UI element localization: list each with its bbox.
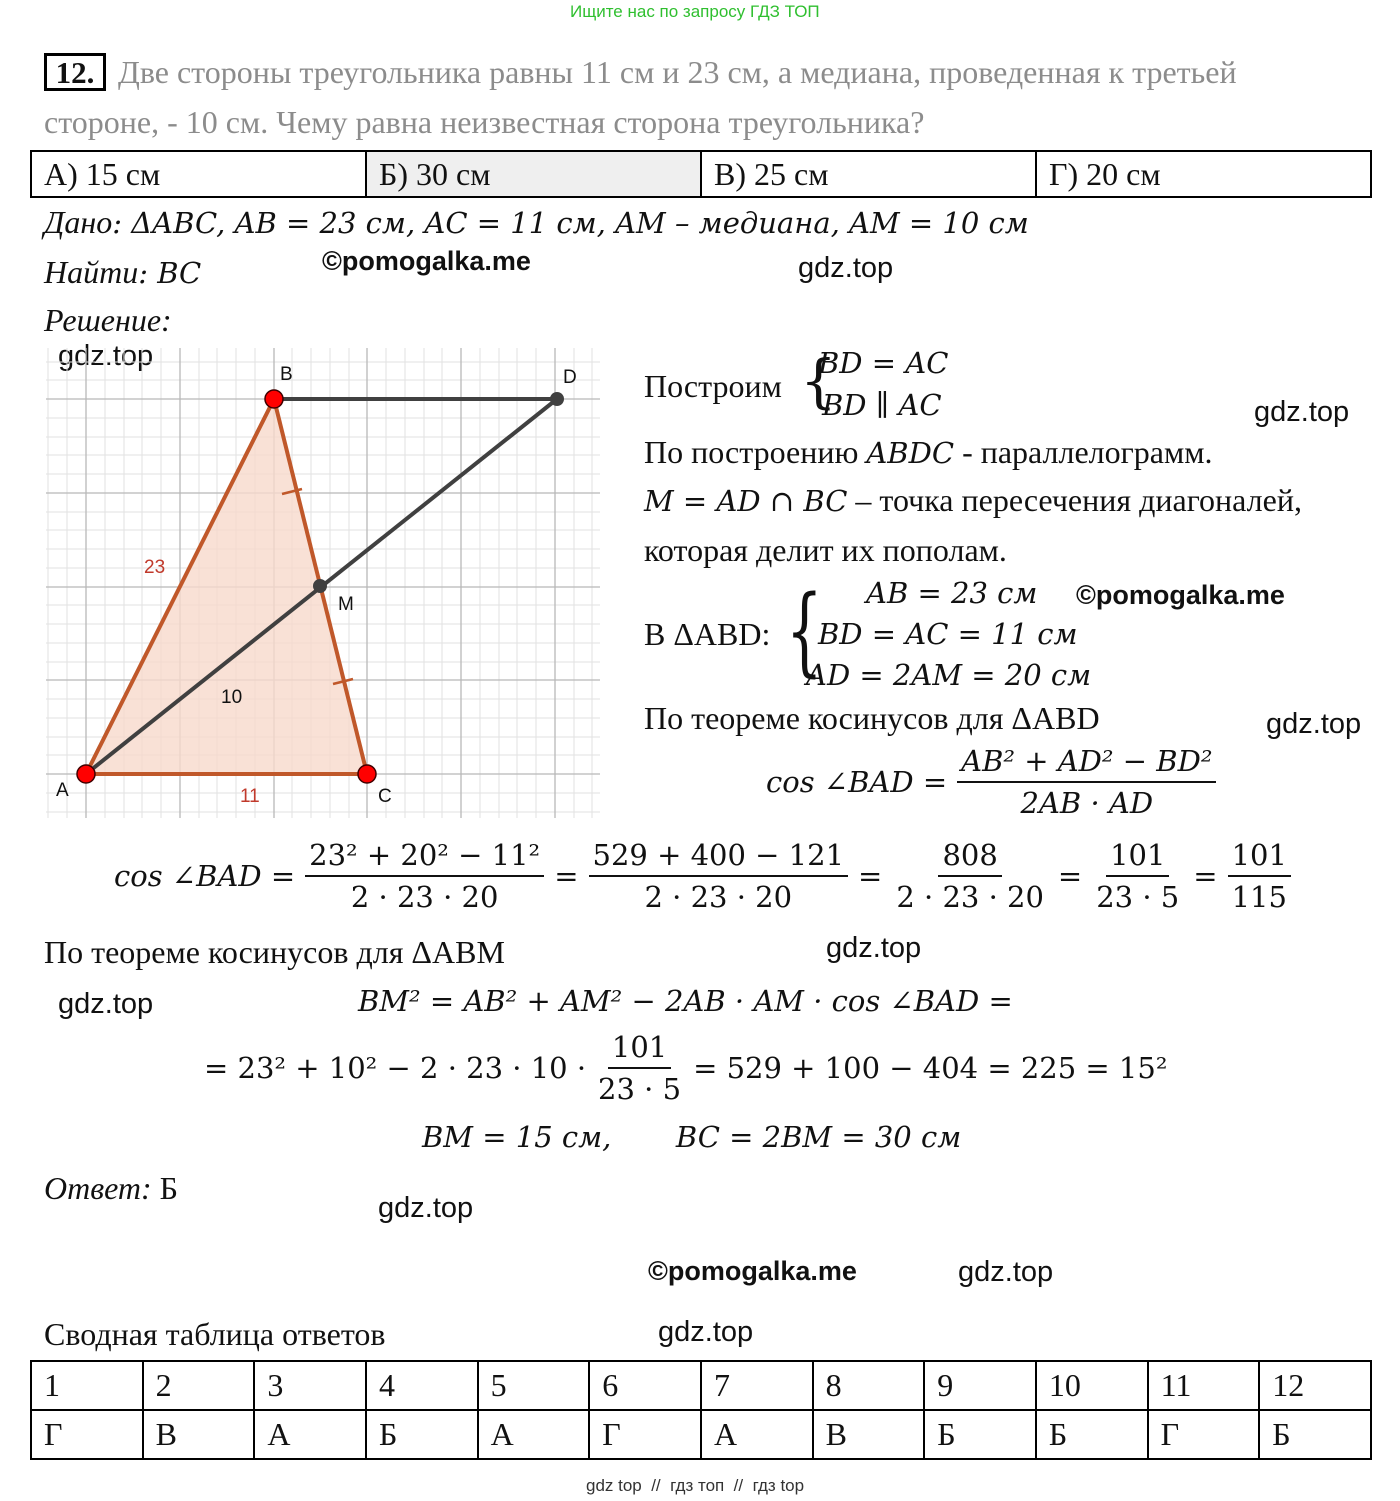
summary-number: 6 xyxy=(589,1361,701,1410)
option-d: Г) 20 см xyxy=(1036,151,1371,197)
abm-line2-fraction xyxy=(594,1030,685,1106)
cosine-calc-frac1 xyxy=(305,838,544,914)
summary-answer: А xyxy=(254,1410,366,1459)
answer-line xyxy=(44,1170,178,1207)
summary-answer: Б xyxy=(366,1410,478,1459)
frac3-den: 2 · 23 · 20 xyxy=(896,880,1044,914)
problem-text-line1: Две стороны треугольника равны 11 см и 23 см, а медиана, проведенная к третьей xyxy=(118,54,1237,90)
summary-number: 1 xyxy=(31,1361,143,1410)
watermark-pomogalka-3: ©pomogalka.me xyxy=(648,1256,857,1286)
cosine-abm-line1: BM² = AB² + AM² − 2AB · AM · cos ∠BAD = xyxy=(358,984,1013,1018)
problem-text-line2: стороне, - 10 см. Чему равна неизвестная сторона треугольника? xyxy=(44,104,925,140)
watermark-gdz-5: gdz.top xyxy=(826,932,922,964)
answer-value: Б xyxy=(151,1170,179,1206)
abd-line1: AB = 23 см xyxy=(866,576,1038,610)
cosine-abm-line3: BM = 15 см, BC = 2BM = 30 см xyxy=(422,1120,962,1154)
cosine-calc-frac3 xyxy=(892,838,1048,914)
summary-answer: Г xyxy=(589,1410,701,1459)
summary-title: Сводная таблица ответов xyxy=(44,1316,386,1352)
eq-1: = xyxy=(554,859,579,893)
summary-answer: В xyxy=(143,1410,255,1459)
intersection-line2: которая делит их пополам. xyxy=(644,532,1007,568)
cosine-abm-line2 xyxy=(204,1030,1167,1106)
geometry-figure xyxy=(46,348,600,818)
parallelogram-suffix: - параллелограмм. xyxy=(954,434,1213,470)
summary-number: 3 xyxy=(254,1361,366,1410)
summary-number: 4 xyxy=(366,1361,478,1410)
summary-numbers-row xyxy=(31,1361,1371,1410)
solution-label: Решение xyxy=(44,302,162,338)
watermark-gdz-9: gdz.top xyxy=(658,1316,754,1348)
solution-colon: : xyxy=(161,302,172,338)
cosine-calc-frac4 xyxy=(1092,838,1183,914)
point-m xyxy=(313,579,327,593)
cosine-abd-den: 2AB · AD xyxy=(1020,786,1154,820)
cosine-calc-line xyxy=(114,838,1291,914)
watermark-gdz-8: gdz.top xyxy=(958,1256,1054,1288)
watermark-gdz-2: gdz.top xyxy=(58,340,154,372)
frac5-num: 101 xyxy=(1228,838,1291,877)
label-d: D xyxy=(563,367,577,388)
frac4-den: 23 · 5 xyxy=(1096,880,1180,914)
abm-line2-num: 101 xyxy=(608,1030,671,1069)
problem-number: 12. xyxy=(44,53,106,91)
find-line xyxy=(44,254,201,291)
frac4-num: 101 xyxy=(1106,838,1169,877)
intersection-math: M = AD ∩ BC xyxy=(644,484,848,518)
frac2-den: 2 · 23 · 20 xyxy=(644,880,793,914)
summary-answer: Г xyxy=(1148,1410,1260,1459)
cosine-calc-lhs: cos ∠BAD = xyxy=(114,859,296,893)
watermark-gdz-1: gdz.top xyxy=(798,252,894,284)
construction-brace: { xyxy=(800,347,837,415)
summary-answer: Г xyxy=(31,1410,143,1459)
parallelogram-prefix: По построению xyxy=(644,434,859,470)
abd-prefix: В ΔABD: xyxy=(644,616,771,652)
answer-label: Ответ: xyxy=(44,1170,152,1206)
answer-options-table xyxy=(30,150,1372,198)
parallelogram-math: ABDC xyxy=(866,436,955,470)
find-label: Найти xyxy=(44,254,139,290)
label-c: C xyxy=(378,786,392,807)
option-b: Б) 30 см xyxy=(366,151,701,197)
eq-4: = xyxy=(1193,859,1218,893)
given-text: : ΔABC, AB = 23 см, AC = 11 см, AM – медиана, AM = 10 см xyxy=(112,206,1029,240)
point-a xyxy=(77,765,95,783)
summary-table xyxy=(30,1360,1372,1460)
summary-answers-row xyxy=(31,1410,1371,1459)
point-c xyxy=(358,765,376,783)
watermark-gdz-4: gdz.top xyxy=(1266,708,1362,740)
cosine-abd-num: AB² + AD² − BD² xyxy=(957,744,1216,783)
find-text: : BC xyxy=(138,256,202,290)
cosine-abd-intro: По теореме косинусов для ΔABD xyxy=(644,700,1100,736)
eq-3: = xyxy=(1057,859,1083,893)
watermark-gdz-3: gdz.top xyxy=(1254,396,1350,428)
summary-number: 5 xyxy=(478,1361,590,1410)
watermark-gdz-7: gdz.top xyxy=(378,1192,474,1224)
label-ac: 11 xyxy=(240,786,260,807)
given-line xyxy=(44,204,1029,241)
summary-answer: Б xyxy=(1259,1410,1371,1459)
construction-line1: BD = AC xyxy=(818,346,949,380)
frac3-num: 808 xyxy=(938,838,1001,877)
summary-number: 7 xyxy=(701,1361,813,1410)
cosine-abm-intro: По теореме косинусов для ΔABM xyxy=(44,934,505,970)
abd-line2: BD = AC = 11 см xyxy=(818,617,1078,651)
eq-2: = xyxy=(858,859,883,893)
footer-banner[interactable]: gdz top // гдз топ // гдз top xyxy=(586,1476,805,1495)
summary-answer: А xyxy=(478,1410,590,1459)
construction-prefix: Построим xyxy=(644,368,782,404)
construction-line2: BD ∥ AC xyxy=(822,388,942,422)
summary-number: 10 xyxy=(1036,1361,1148,1410)
summary-answer: Б xyxy=(1036,1410,1148,1459)
parallelogram-line xyxy=(644,434,1212,471)
label-am: 10 xyxy=(221,687,243,708)
frac2-num: 529 + 400 − 121 xyxy=(589,838,849,877)
option-a: А) 15 см xyxy=(31,151,366,197)
summary-answer: А xyxy=(701,1410,813,1459)
abm-line2-a: = 23² + 10² − 2 · 23 · 10 · xyxy=(204,1051,587,1085)
abd-line3: AD = 2AM = 20 см xyxy=(806,658,1092,692)
point-d xyxy=(550,392,564,406)
intersection-text: – точка пересечения диагоналей, xyxy=(847,482,1302,518)
point-b xyxy=(265,390,283,408)
summary-number: 12 xyxy=(1259,1361,1371,1410)
cosine-calc-frac5 xyxy=(1228,838,1291,914)
watermark-gdz-6: gdz.top xyxy=(58,988,154,1020)
label-ab: 23 xyxy=(144,557,166,578)
frac5-den: 115 xyxy=(1231,880,1287,914)
abm-line2-b: = 529 + 100 − 404 = 225 = 15² xyxy=(693,1051,1168,1085)
label-m: M xyxy=(338,594,354,615)
summary-number: 9 xyxy=(924,1361,1036,1410)
summary-answer: В xyxy=(813,1410,925,1459)
abm-line2-den: 23 · 5 xyxy=(598,1072,682,1106)
solution-line xyxy=(44,302,172,339)
cosine-abd-formula xyxy=(766,744,1216,820)
cosine-calc-frac2 xyxy=(589,838,849,914)
label-a: A xyxy=(56,780,69,801)
summary-number: 11 xyxy=(1148,1361,1260,1410)
top-banner: Ищите нас по запросу ГДЗ ТОП xyxy=(570,2,820,21)
cosine-abd-lhs: cos ∠BAD = xyxy=(766,765,948,799)
abd-brace: { xyxy=(786,575,823,687)
summary-number: 8 xyxy=(813,1361,925,1410)
frac1-den: 2 · 23 · 20 xyxy=(350,880,499,914)
label-b: B xyxy=(280,364,293,385)
intersection-line xyxy=(644,482,1302,519)
summary-number: 2 xyxy=(143,1361,255,1410)
frac1-num: 23² + 20² − 11² xyxy=(305,838,544,877)
given-label: Дано xyxy=(44,204,113,240)
option-c: В) 25 см xyxy=(701,151,1036,197)
summary-answer: Б xyxy=(924,1410,1036,1459)
watermark-pomogalka-1: ©pomogalka.me xyxy=(322,246,531,276)
cosine-abd-fraction xyxy=(957,744,1216,820)
watermark-pomogalka-2: ©pomogalka.me xyxy=(1076,580,1285,610)
